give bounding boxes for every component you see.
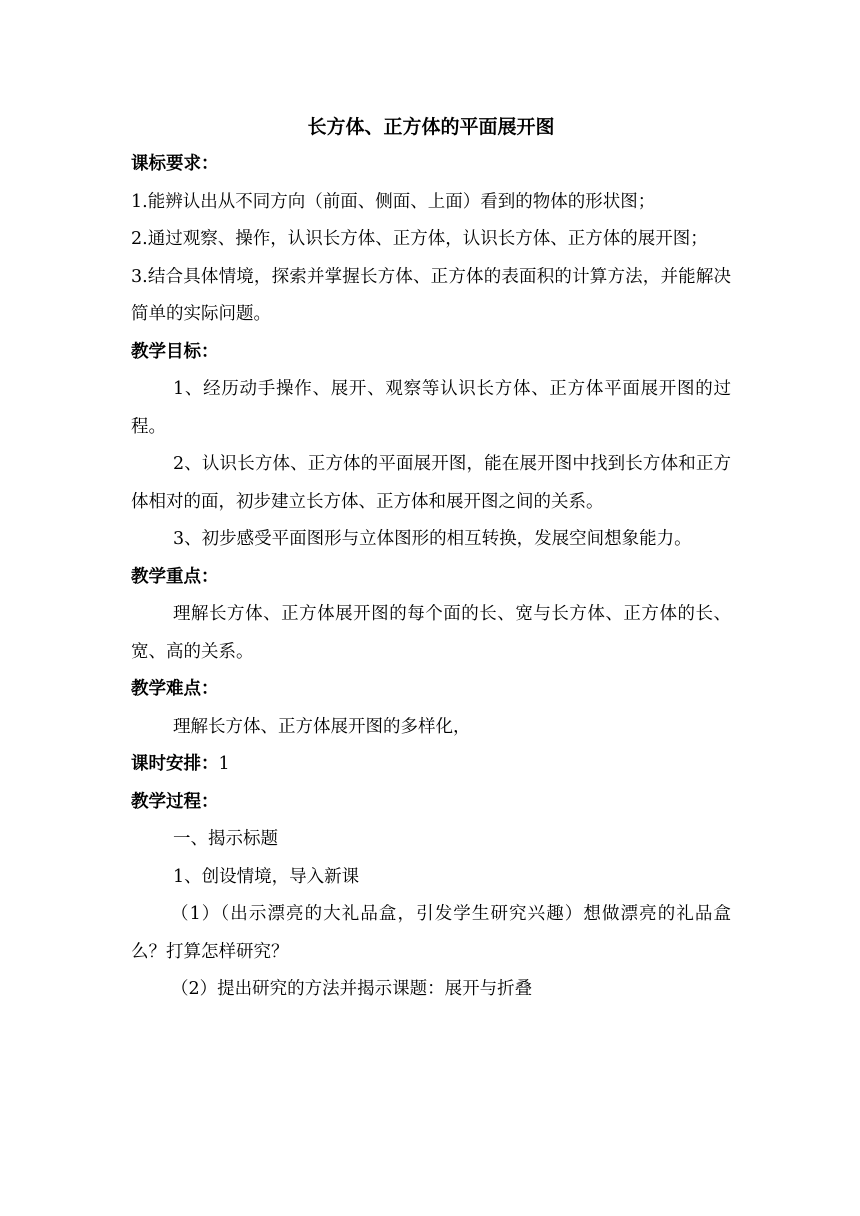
- schedule-label: 课时安排：: [131, 754, 219, 774]
- document-title: 长方体、正方体的平面展开图: [307, 116, 555, 138]
- objective-item: 2、认识长方体、正方体的平面展开图，能在展开图中找到长方体和正方体相对的面，初步建立长方体、正方体和展开图之间的关系。: [131, 454, 731, 512]
- standards-item: 1.能辨认出从不同方向（前面、侧面、上面）看到的物体的形状图；: [131, 191, 656, 212]
- process-item: 1、创设情境，导入新课: [173, 866, 360, 887]
- section-heading-standards: 课标要求：: [131, 154, 219, 174]
- objective-item: 3、初步感受平面图形与立体图形的相互转换，发展空间想象能力。: [173, 529, 692, 549]
- standards-item: 2.通过观察、操作，认识长方体、正方体，认识长方体、正方体的展开图；: [131, 229, 708, 249]
- process-item: 一、揭示标题: [173, 829, 278, 849]
- schedule-value: 1: [218, 754, 230, 774]
- key-points-text: 理解长方体、正方体展开图的每个面的长、宽与长方体、正方体的长、宽、高的关系。: [131, 604, 731, 662]
- document-body: [131, 108, 731, 1009]
- process-item: （1）（出示漂亮的大礼品盒，引发学生研究兴趣）想做漂亮的礼品盒么？打算怎样研究？: [131, 904, 731, 962]
- section-heading-key-points: 教学重点：: [131, 566, 219, 587]
- section-heading-schedule: [131, 746, 731, 784]
- process-item: （2）提出研究的方法并揭示课题：展开与折叠: [171, 979, 533, 999]
- difficulties-text: 理解长方体、正方体展开图的多样化，: [173, 716, 471, 737]
- objective-item: 1、经历动手操作、展开、观察等认识长方体、正方体平面展开图的过程。: [131, 379, 731, 437]
- section-heading-process: 教学过程：: [131, 791, 219, 812]
- standards-item: 3.结合具体情境，探索并掌握长方体、正方体的表面积的计算方法，并能解决简单的实际问题。: [131, 266, 731, 324]
- section-heading-difficulties: 教学难点：: [131, 679, 219, 699]
- section-heading-objectives: 教学目标：: [131, 341, 219, 362]
